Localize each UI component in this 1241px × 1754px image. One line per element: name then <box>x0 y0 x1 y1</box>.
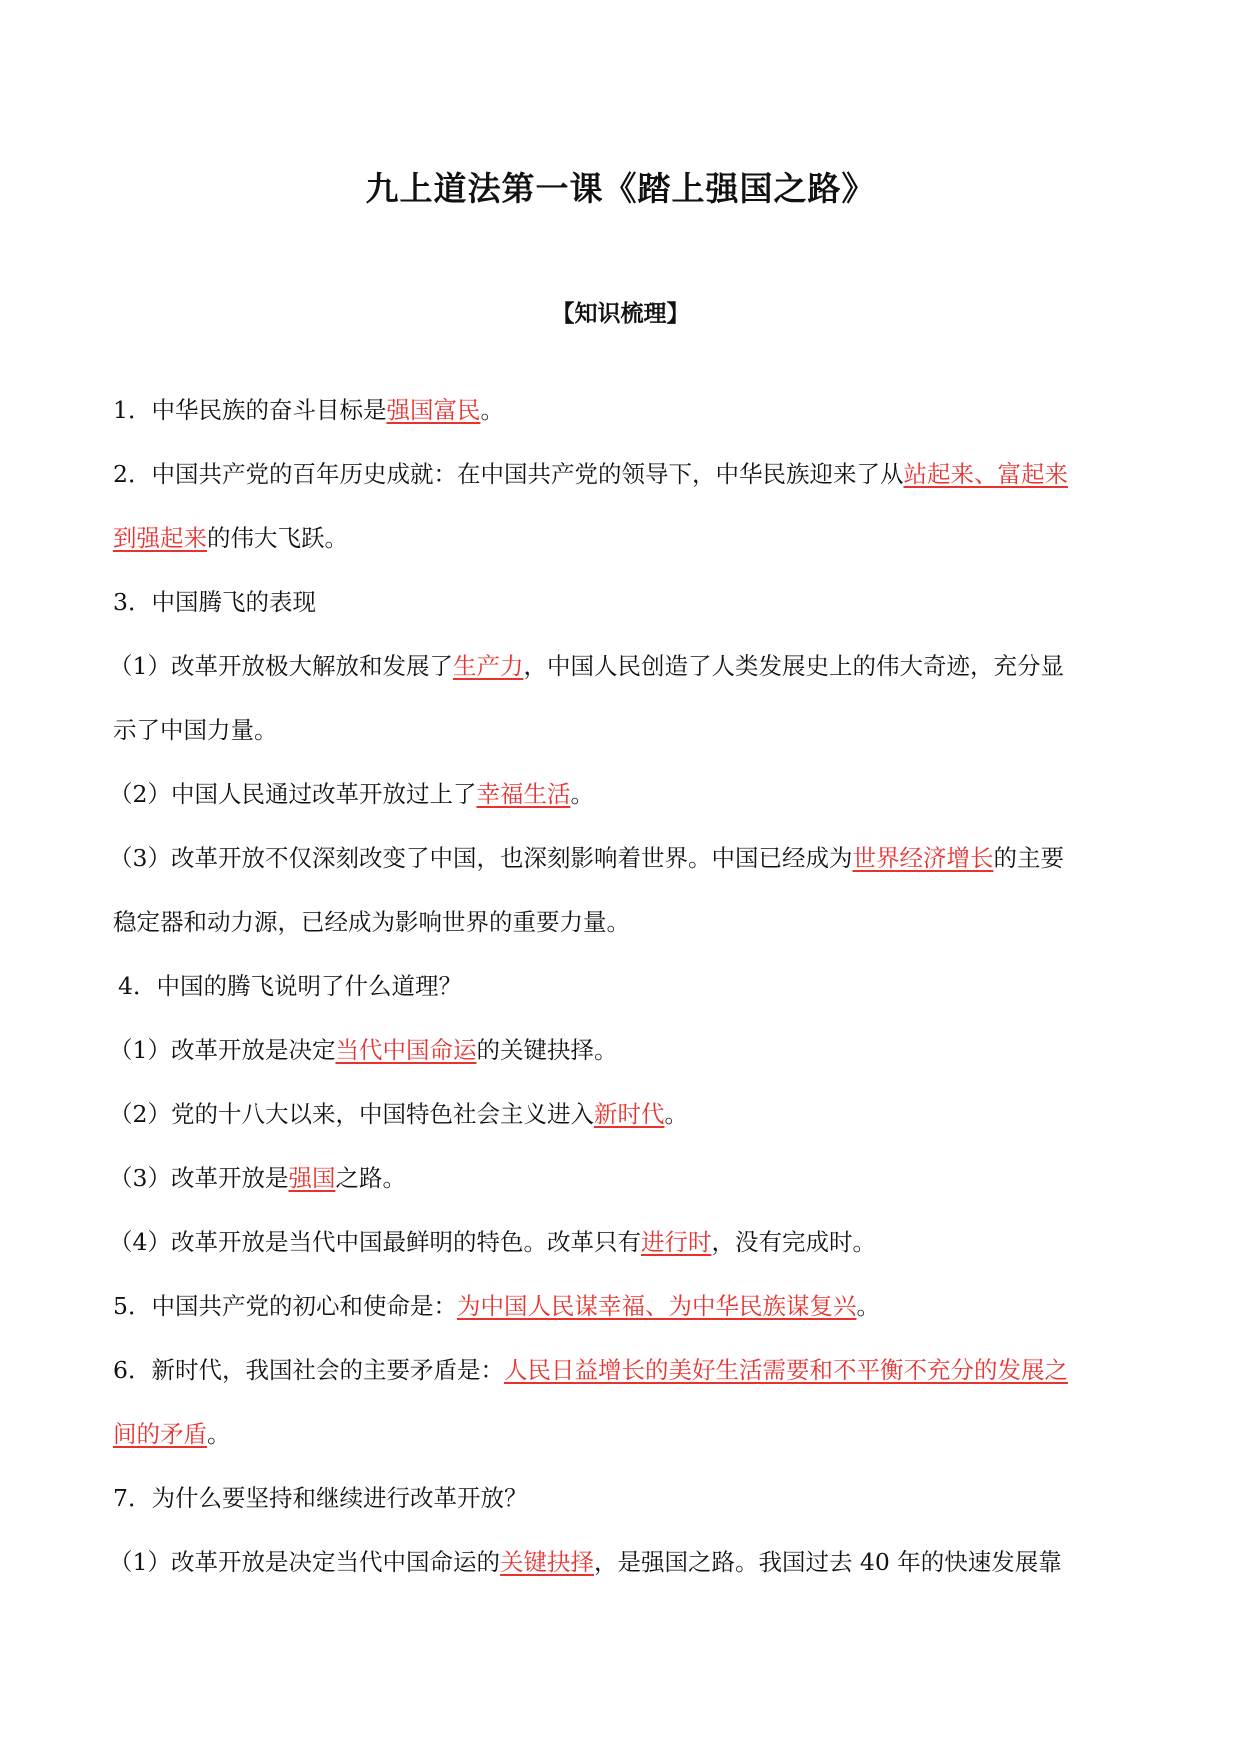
item-3-1: （1）改革开放极大解放和发展了生产力，中国人民创造了人类发展史上的伟大奇迹，充分显 <box>109 652 1064 680</box>
answer-highlight: 强国 <box>288 1164 336 1192</box>
item-2-cont: 到强起来的伟大飞跃。 <box>113 524 348 552</box>
answer-highlight: 为中国人民谋幸福、为中华民族谋复兴 <box>456 1292 857 1320</box>
answer-highlight: 人民日益增长的美好生活需要和不平衡不充分的发展之 <box>503 1356 1068 1384</box>
answer-highlight: 幸福生活 <box>476 780 571 808</box>
item-3-3: （3）改革开放不仅深刻改变了中国，也深刻影响着世界。中国已经成为世界经济增长的主要 <box>109 844 1064 872</box>
answer-highlight: 站起来、富起来 <box>903 460 1068 488</box>
item-3-3-cont: 稳定器和动力源，已经成为影响世界的重要力量。 <box>113 908 630 936</box>
item-6-cont: 间的矛盾。 <box>113 1420 231 1448</box>
answer-highlight: 间的矛盾 <box>113 1420 207 1448</box>
item-5: 5．中国共产党的初心和使命是：为中国人民谋幸福、为中华民族谋复兴。 <box>113 1292 880 1320</box>
answer-highlight: 当代中国命运 <box>335 1036 477 1064</box>
item-4-4: （4）改革开放是当代中国最鲜明的特色。改革只有进行时，没有完成时。 <box>109 1228 876 1256</box>
item-3: 3．中国腾飞的表现 <box>113 588 316 616</box>
item-3-1-cont: 示了中国力量。 <box>113 716 278 744</box>
item-7-1: （1）改革开放是决定当代中国命运的关键抉择，是强国之路。我国过去 40 年的快速发展靠 <box>109 1548 1062 1576</box>
answer-highlight: 强国富民 <box>386 396 481 424</box>
answer-highlight: 关键抉择 <box>499 1548 594 1576</box>
item-4: 4．中国的腾飞说明了什么道理？ <box>118 972 462 1000</box>
item-1: 1．中华民族的奋斗目标是强国富民。 <box>113 396 504 424</box>
item-7: 7．为什么要坚持和继续进行改革开放？ <box>113 1484 528 1512</box>
answer-highlight: 进行时 <box>640 1228 712 1256</box>
knowledge-list <box>109 378 1133 1594</box>
item-3-2: （2）中国人民通过改革开放过上了幸福生活。 <box>109 780 594 808</box>
page-title: 九上道法第一课《踏上强国之路》 <box>365 169 876 208</box>
item-4-3: （3）改革开放是强国之路。 <box>109 1164 406 1192</box>
item-4-1: （1）改革开放是决定当代中国命运的关键抉择。 <box>109 1036 618 1064</box>
section-heading: 【知识梳理】 <box>551 301 690 327</box>
item-6: 6．新时代，我国社会的主要矛盾是：人民日益增长的美好生活需要和不平衡不充分的发展之 <box>113 1356 1068 1384</box>
answer-highlight: 世界经济增长 <box>852 844 994 872</box>
answer-highlight: 新时代 <box>593 1100 665 1128</box>
answer-highlight: 生产力 <box>452 652 524 680</box>
item-2: 2．中国共产党的百年历史成就：在中国共产党的领导下，中华民族迎来了从站起来、富起来 <box>113 460 1068 488</box>
answer-highlight: 到强起来 <box>113 524 207 552</box>
item-4-2: （2）党的十八大以来，中国特色社会主义进入新时代。 <box>109 1100 688 1128</box>
